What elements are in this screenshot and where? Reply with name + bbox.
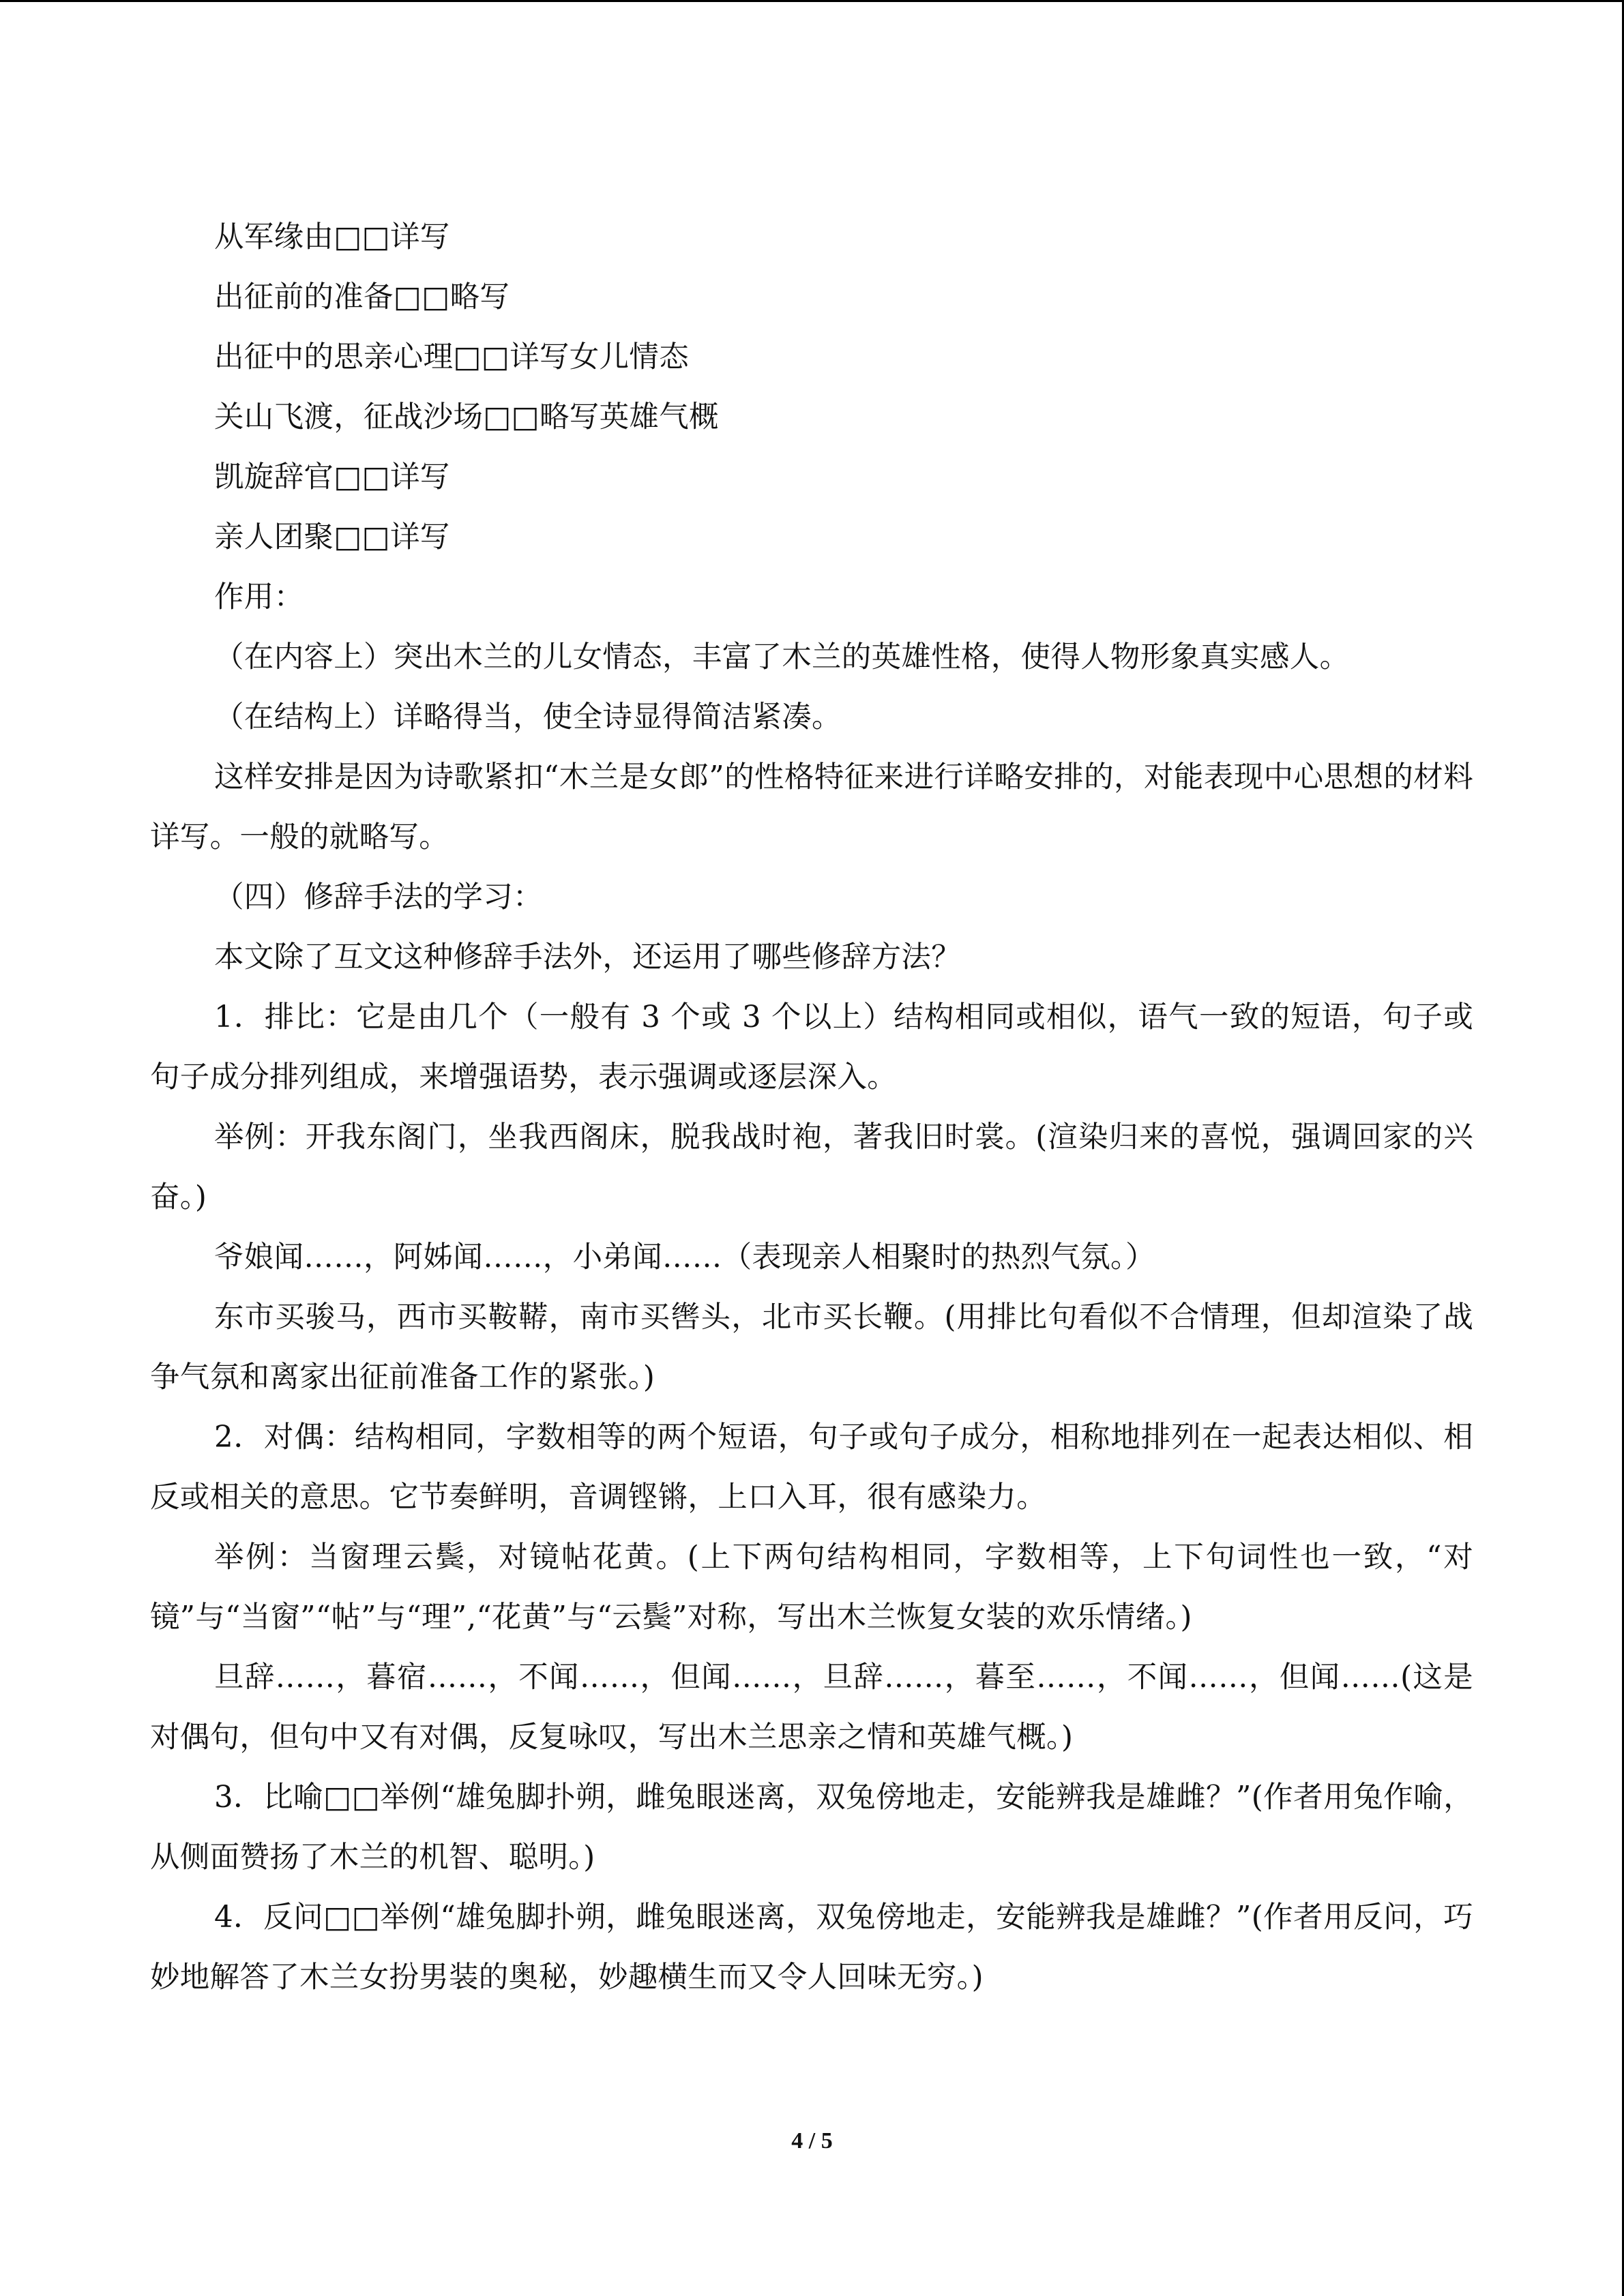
page-number: 4 / 5 [791,2128,833,2153]
paragraph: 本文除了互文这种修辞手法外，还运用了哪些修辞方法？ [214,940,961,974]
paragraph: 作用： [214,580,304,614]
document-body [150,207,1473,2008]
paragraph: （在结构上）详略得当，使全诗显得简洁紧凑。 [214,700,842,734]
paragraph: 从军缘由□□详写 [214,220,450,254]
paragraph: 4．反问□□举例“雄兔脚扑朔，雌兔眼迷离，双兔傍地走，安能辨我是雄雌？”(作者用反问，巧妙地解答了木兰女扮男装的奥秘，妙趣横生而又令人回味无穷。) [150,1900,1473,1995]
paragraph: 爷娘闻……，阿姊闻……，小弟闻……（表现亲人相聚时的热烈气氛。） [214,1240,1155,1274]
paragraph: 举例：当窗理云鬓，对镜帖花黄。(上下两句结构相同，字数相等，上下句词性也一致，“对镜”与“当窗”“帖”与“理”,“花黄”与“云鬓”对称，写出木兰恢复女装的欢乐情绪。) [150,1540,1473,1635]
paragraph: 旦辞……，暮宿……，不闻……，但闻……，旦辞……，暮至……，不闻……，但闻……(这是对偶句，但句中又有对偶，反复咏叹，写出木兰思亲之情和英雄气概。) [150,1660,1473,1755]
paragraph: 关山飞渡，征战沙场□□略写英雄气概 [214,400,719,434]
section-heading: （四）修辞手法的学习： [214,880,543,914]
paragraph: 出征中的思亲心理□□详写女儿情态 [214,340,689,374]
paragraph: 举例：开我东阁门，坐我西阁床，脱我战时袍，著我旧时裳。(渲染归来的喜悦，强调回家的兴奋。) [150,1120,1473,1214]
paragraph: 亲人团聚□□详写 [214,520,450,554]
paragraph: 2．对偶：结构相同，字数相等的两个短语，句子或句子成分，相称地排列在一起表达相似、相反或相关的意思。它节奏鲜明，音调铿锵，上口入耳，很有感染力。 [150,1420,1473,1515]
page-top-border [0,0,1624,2]
paragraph: （在内容上）突出木兰的儿女情态，丰富了木兰的英雄性格，使得人物形象真实感人。 [214,640,1350,674]
paragraph: 东市买骏马，西市买鞍鞯，南市买辔头，北市买长鞭。(用排比句看似不合情理，但却渲染了战争气氛和离家出征前准备工作的紧张。) [150,1300,1473,1395]
paragraph: 1．排比：它是由几个（一般有 3 个或 3 个以上）结构相同或相似，语气一致的短语，句子或句子成分排列组成，来增强语势，表示强调或逐层深入。 [150,1000,1473,1094]
paragraph: 出征前的准备□□略写 [214,280,510,314]
paragraph: 3．比喻□□举例“雄兔脚扑朔，雌兔眼迷离，双兔傍地走，安能辨我是雄雌？”(作者用兔作喻，从侧面赞扬了木兰的机智、聪明。) [150,1780,1473,1875]
paragraph: 这样安排是因为诗歌紧扣“木兰是女郎”的性格特征来进行详略安排的，对能表现中心思想的材料详写。一般的就略写。 [150,760,1473,854]
paragraph: 凯旋辞官□□详写 [214,460,450,494]
